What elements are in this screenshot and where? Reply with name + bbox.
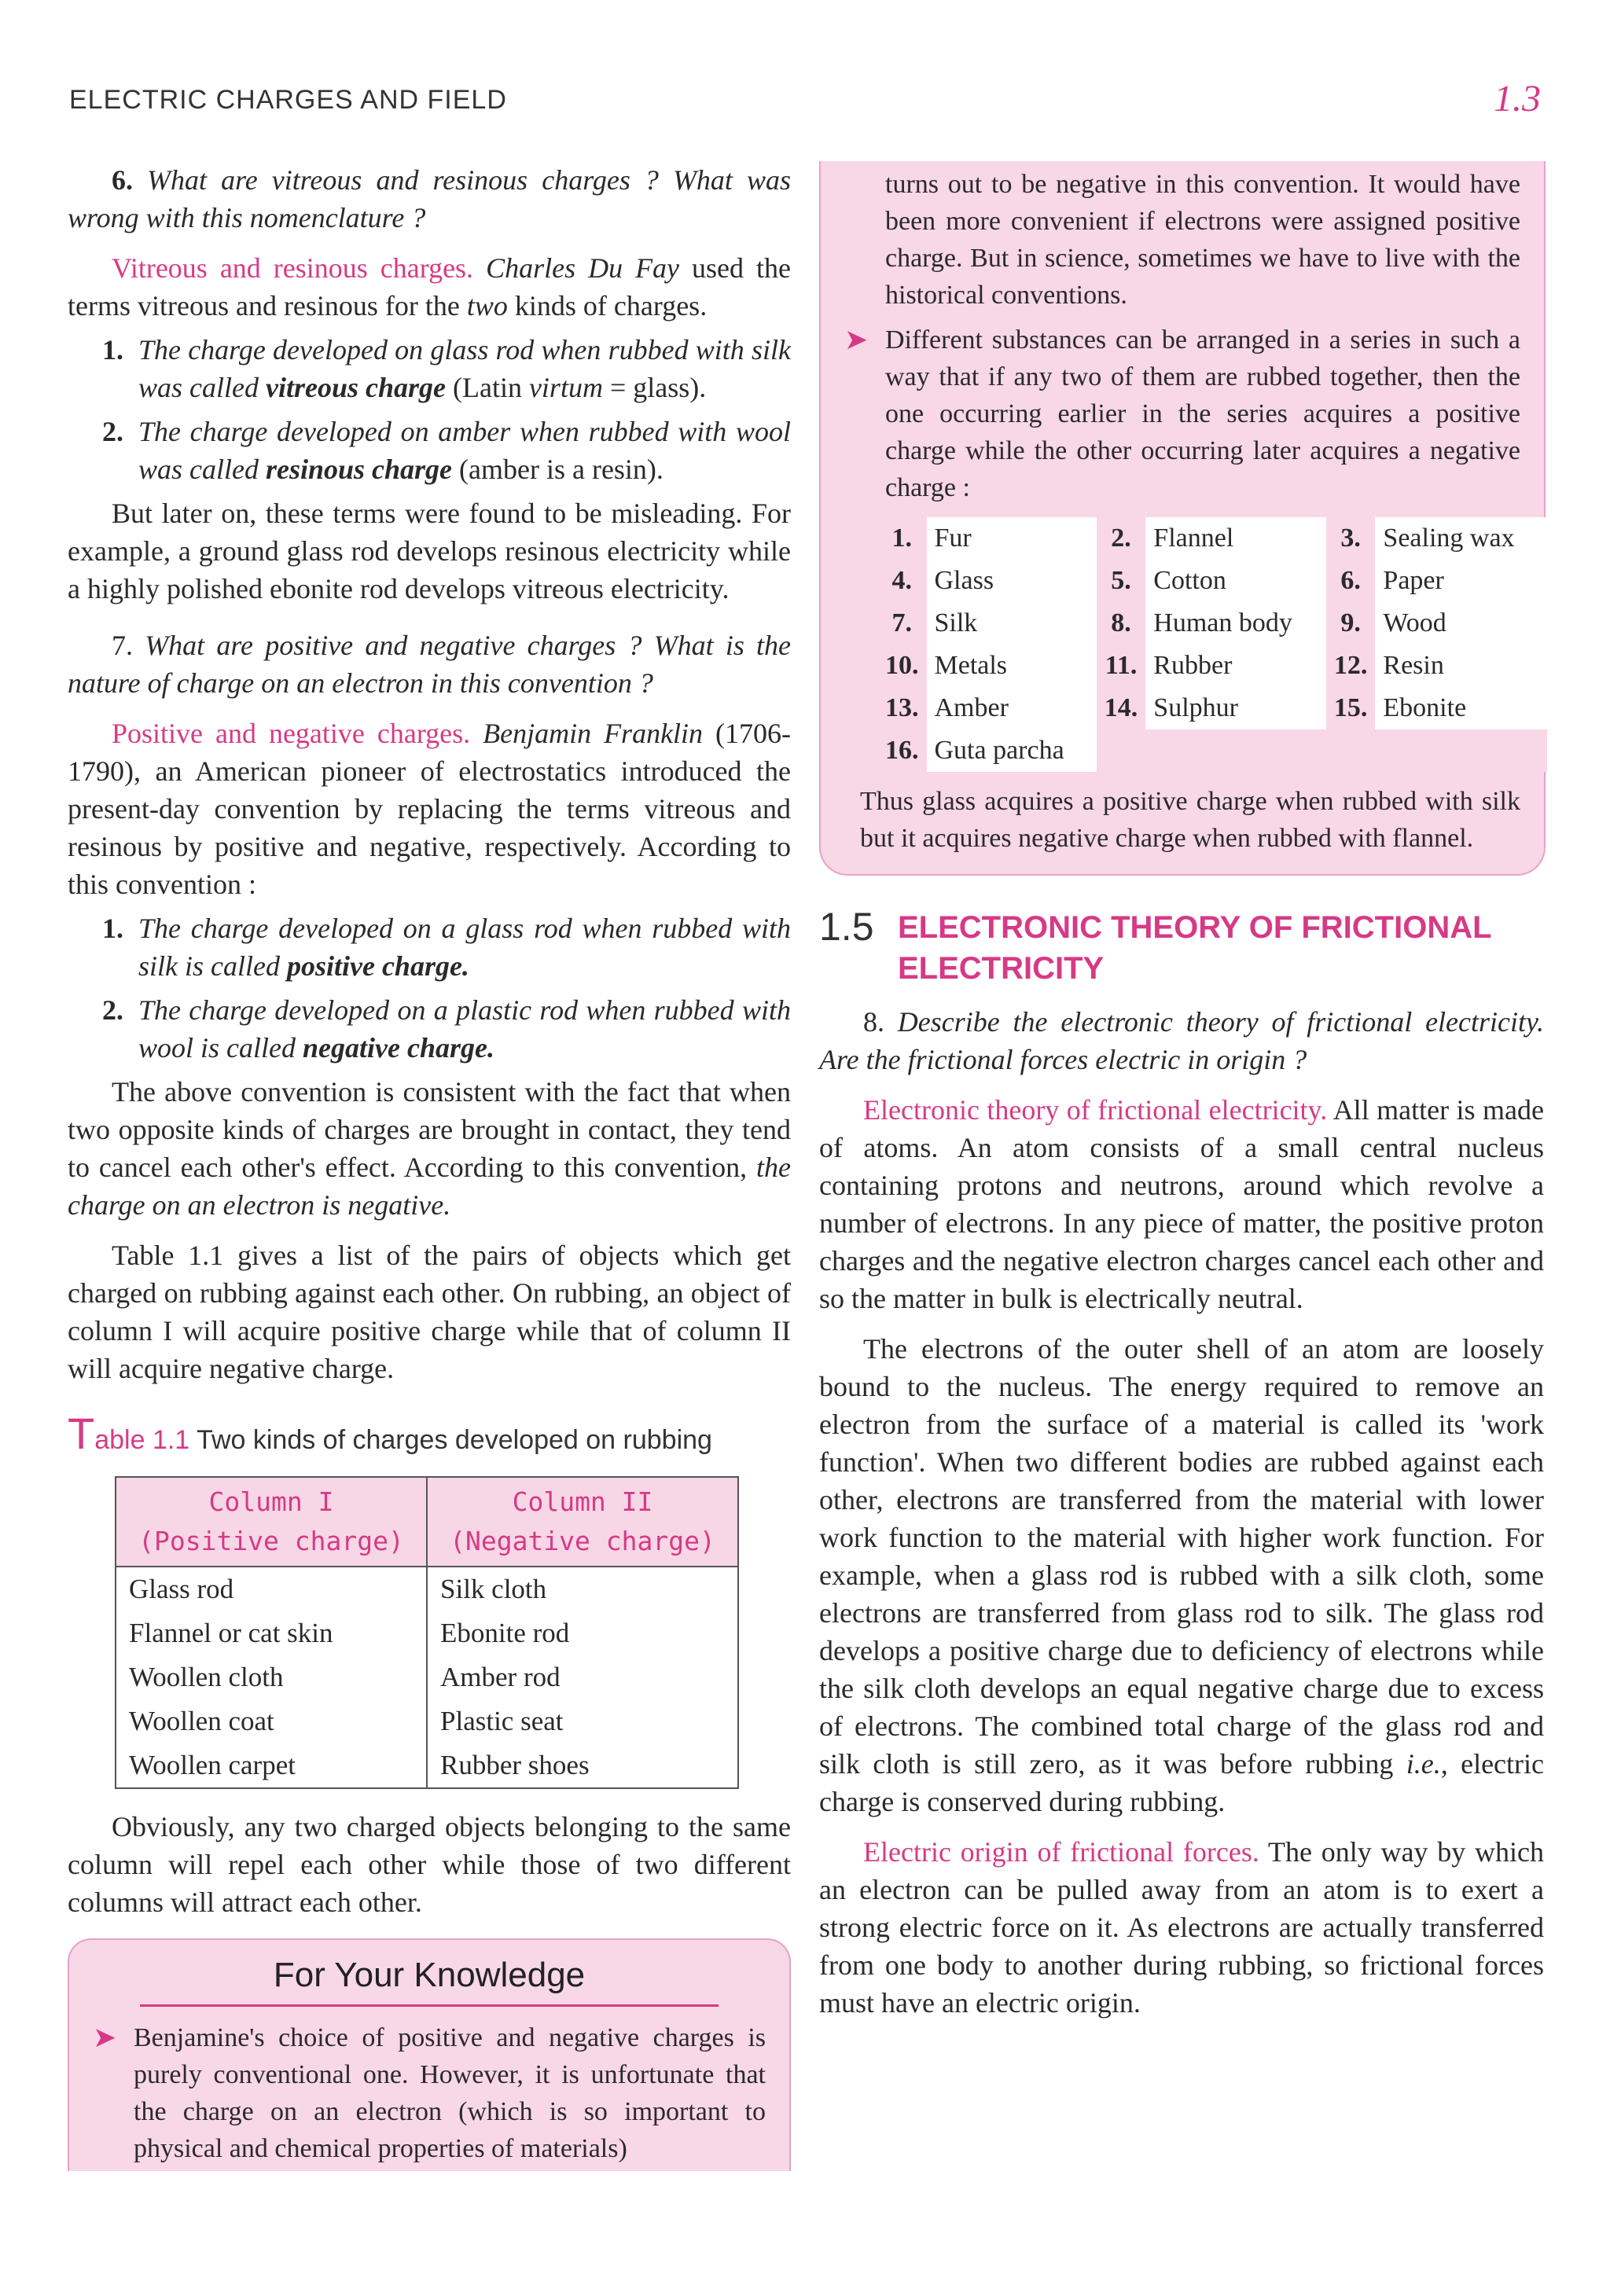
header-line: Column I	[208, 1486, 334, 1517]
list-tail: (Latin	[452, 372, 522, 403]
answer-lead: Positive and negative charges.	[112, 718, 471, 749]
series-item: Human body	[1145, 602, 1326, 645]
table-caption-text: Two kinds of charges developed on rubbing	[197, 1425, 712, 1455]
table-header	[427, 1477, 738, 1567]
section-title: ELECTRONIC THEORY OF FRICTIONAL ELECTRICITY	[898, 910, 1491, 986]
answer-text: The electrons of the outer shell of an atom are loosely bound to the nucleus. The energy required to remove an electron from the surface of a material is called its 'work function'. When two different bodies are rubbed against each other, electrons are transferred from the material with lower work function to the material with higher work function. For example, when a glass rod is rubbed with a silk cloth, some electrons are transferred from glass rod to silk. The glass rod develops a positive charge due to deficiency of electrons while the silk cloth develops an equal negative charge due to excess of electrons. The combined total charge of the glass rod and silk cloth is still zero, as it was before rubbing	[819, 1333, 1544, 1780]
series-item: Flannel	[1145, 517, 1326, 560]
after-table-para: Obviously, any two charged objects belonging to the same column will repel each other while those of two different columns will attract each other.	[68, 1811, 791, 1918]
answer-lead: Vitreous and resinous charges.	[112, 252, 474, 284]
header-line: (Positive charge)	[138, 1526, 404, 1556]
list-number: 2.	[102, 416, 123, 447]
series-number	[1326, 729, 1376, 772]
list-text: The charge developed on amber when rubbed with wool was called	[138, 416, 791, 485]
series-row	[877, 602, 1547, 645]
arrow-bullet-icon: ➤	[844, 324, 869, 355]
series-item: Guta parcha	[927, 729, 1097, 772]
bullet-text: Different substances can be arranged in a series in such a way that if any two of them are rubbed together, then the one occurring earlier in the series acquires a positive charge while the other occurring later acquires a negative charge :	[885, 325, 1520, 502]
question-8	[819, 1003, 1544, 1078]
question-text: What are positive and negative charges ? What is the nature of charge on an electron in this convention ?	[68, 630, 791, 699]
list-tail-italic: virtum	[528, 372, 603, 403]
series-item: Wood	[1375, 602, 1547, 645]
series-number: 7.	[877, 602, 927, 645]
list-bold: positive charge.	[286, 950, 469, 982]
table-cell: Woollen coat	[116, 1699, 427, 1743]
convention-para	[68, 1073, 791, 1224]
series-number: 6.	[1326, 560, 1376, 602]
series-number: 9.	[1326, 602, 1376, 645]
answer-lead: Electric origin of frictional forces.	[863, 1836, 1259, 1868]
series-number: 10.	[877, 645, 927, 687]
series-item: Paper	[1375, 560, 1547, 602]
table-cell: Ebonite rod	[427, 1611, 738, 1655]
list-item	[68, 909, 791, 985]
answer-italic: i.e.,	[1406, 1748, 1448, 1780]
answer-emphasis: two	[466, 290, 508, 321]
series-number: 5.	[1097, 560, 1146, 602]
answer-8-para2	[819, 1330, 1544, 1820]
question-text: Describe the electronic theory of frictional electricity. Are the frictional forces electric in origin ?	[819, 1006, 1544, 1075]
series-row	[877, 729, 1547, 772]
answer-6-para	[68, 249, 791, 325]
table-row	[116, 1655, 738, 1699]
table-header	[116, 1477, 427, 1567]
series-item: Rubber	[1145, 645, 1326, 687]
list-bold: negative charge.	[303, 1032, 494, 1064]
table-row	[116, 1743, 738, 1788]
right-column	[819, 161, 1544, 2022]
series-row	[877, 517, 1547, 560]
series-number: 12.	[1326, 645, 1376, 687]
answer-text: kinds of charges.	[514, 290, 708, 321]
series-number: 4.	[877, 560, 927, 602]
series-number: 8.	[1097, 602, 1146, 645]
table-intro: Table 1.1 gives a list of the pairs of objects which get charged on rubbing against each other. On rubbing, an object of column I will acquire positive charge while that of column II will acquire negative charge.	[68, 1240, 791, 1384]
table-cell: Rubber shoes	[427, 1743, 738, 1788]
list-bold: resinous charge	[265, 454, 453, 485]
series-row	[877, 645, 1547, 687]
list-tail: (amber is a resin).	[459, 454, 663, 485]
header-line: Column II	[512, 1486, 653, 1517]
series-number: 15.	[1326, 687, 1376, 729]
table-cell: Woollen carpet	[116, 1743, 427, 1788]
series-item: Sealing wax	[1375, 517, 1547, 560]
table-caption-initial: T	[68, 1409, 95, 1458]
answer-7-para	[68, 715, 791, 903]
box-continued-text: turns out to be negative in this convention. It would have been more convenient if electrons were assigned positive charge. But in science, sometimes we have to live with the historical conventions.	[885, 170, 1520, 310]
question-number: 6.	[112, 164, 133, 196]
table-cell: Silk cloth	[427, 1567, 738, 1611]
table-cell: Flannel or cat skin	[116, 1611, 427, 1655]
section-number: 1.5	[819, 905, 874, 949]
series-item: Glass	[927, 560, 1097, 602]
table-cell: Woollen cloth	[116, 1655, 427, 1699]
series-number: 11.	[1097, 645, 1146, 687]
table-row	[116, 1699, 738, 1743]
answer-lead: Electronic theory of frictional electricity.	[863, 1094, 1328, 1126]
series-number: 13.	[877, 687, 927, 729]
positive-negative-list	[68, 909, 791, 1067]
list-number: 2.	[102, 994, 123, 1026]
series-item: Fur	[927, 517, 1097, 560]
box-bullet	[844, 321, 1520, 506]
answer-8-para	[819, 1091, 1544, 1317]
answer-text: electric charge is conserved during rubbing.	[819, 1748, 1545, 1817]
series-item: Ebonite	[1375, 687, 1547, 729]
series-item	[1375, 729, 1547, 772]
series-row	[877, 687, 1547, 729]
table-row	[116, 1611, 738, 1655]
table-caption	[68, 1408, 791, 1459]
answer-text: The only way by which an electron can be pulled away from an atom is to exert a strong electric force on it. As electrons are actually transferred from one body to another during rubbing, so frictional forces must have an electric origin.	[819, 1836, 1544, 2019]
list-item	[68, 331, 791, 406]
header-line: (Negative charge)	[450, 1526, 715, 1556]
answer-text: used the terms vitreous and resinous for the	[68, 252, 792, 321]
question-number: 8.	[863, 1006, 884, 1038]
for-your-knowledge-continued-box	[819, 161, 1546, 876]
charges-table	[115, 1476, 739, 1789]
person-name: Benjamin Franklin	[483, 718, 704, 749]
question-6	[68, 161, 791, 237]
series-number: 3.	[1326, 517, 1376, 560]
question-text: What are vitreous and resinous charges ? What was wrong with this nomenclature ?	[68, 164, 791, 233]
series-item: Resin	[1375, 645, 1547, 687]
series-item	[1145, 729, 1326, 772]
arrow-bullet-icon: ➤	[93, 2022, 117, 2053]
series-number	[1097, 729, 1146, 772]
table-cell: Plastic seat	[427, 1699, 738, 1743]
series-item: Amber	[927, 687, 1097, 729]
person-name: Charles Du Fay	[486, 252, 680, 284]
answer-text: (1706-1790), an American pioneer of electrostatics introduced the present-day convention by replacing the terms vitreous and resinous by positive and negative, respectively. According to this convention :	[68, 718, 792, 900]
for-your-knowledge-box	[68, 1938, 791, 2171]
list-item	[68, 991, 791, 1067]
list-number: 1.	[102, 334, 123, 366]
table-row	[116, 1567, 738, 1611]
list-tail: = glass).	[609, 372, 707, 403]
box-conclusion: Thus glass acquires a positive charge when rubbed with silk but it acquires negative charge when rubbed with flannel.	[860, 787, 1520, 853]
para-text: The above convention is consistent with the fact that when two opposite kinds of charges are brought in contact, they tend to cancel each other's effect. According to this convention,	[68, 1076, 791, 1183]
list-item	[68, 413, 791, 488]
series-number: 16.	[877, 729, 927, 772]
list-text: The charge developed on glass rod when rubbed with silk was called	[138, 334, 791, 403]
series-row	[877, 560, 1547, 602]
series-item: Silk	[927, 602, 1097, 645]
series-item: Metals	[927, 645, 1097, 687]
answer-text: All matter is made of atoms. An atom consists of a small central nucleus containing protons and neutrons, around which revolve a number of electrons. In any piece of matter, the positive proton charges and the negative electron charges cancel each other and so the matter in bulk is electrically neutral.	[819, 1094, 1544, 1314]
series-item: Sulphur	[1145, 687, 1326, 729]
box-title: For Your Knowledge	[140, 1956, 719, 2007]
left-column	[68, 161, 791, 2171]
para-italic: the charge on an electron is negative.	[68, 1152, 791, 1221]
list-bold: vitreous charge	[265, 372, 446, 403]
triboelectric-series-table	[877, 517, 1547, 772]
page-number: 1.3	[1494, 78, 1541, 119]
vitreous-resinous-list	[68, 331, 791, 488]
answer-8-para3	[819, 1833, 1544, 2022]
series-number: 14.	[1097, 687, 1146, 729]
series-number: 1.	[877, 517, 927, 560]
running-head: ELECTRIC CHARGES AND FIELD	[69, 85, 507, 115]
table-cell: Glass rod	[116, 1567, 427, 1611]
table-cell: Amber rod	[427, 1655, 738, 1699]
list-text: The charge developed on a glass rod when rubbed with silk is called	[138, 913, 791, 982]
table-caption-label: able 1.1	[94, 1425, 190, 1455]
section-heading	[819, 907, 1544, 989]
question-number: 7.	[112, 630, 133, 661]
list-number: 1.	[102, 913, 123, 944]
list-text: The charge developed on a plastic rod when rubbed with wool is called	[138, 994, 791, 1064]
series-item: Cotton	[1145, 560, 1326, 602]
answer-6-para2: But later on, these terms were found to be misleading. For example, a ground glass rod develops resinous electricity while a highly polished ebonite rod develops vitreous electricity.	[68, 498, 791, 604]
bullet-text: Benjamine's choice of positive and negative charges is purely conventional one. However, it is unfortunate that the charge on an electron (which is so important to physical and chemical properties of materials)	[134, 2023, 766, 2163]
question-7	[68, 626, 791, 702]
box-bullet	[93, 2019, 766, 2167]
series-number: 2.	[1097, 517, 1146, 560]
